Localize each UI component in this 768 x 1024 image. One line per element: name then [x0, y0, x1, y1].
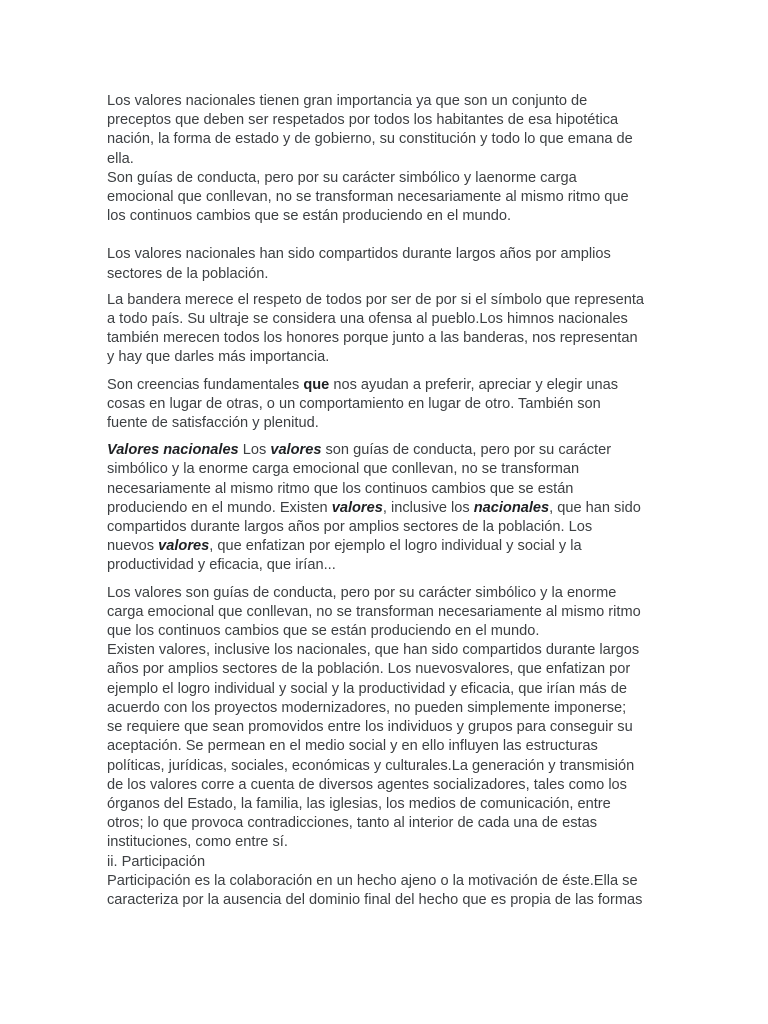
paragraph-4 — [107, 376, 667, 434]
paragraph-2: Los valores nacionales han sido compartidos durante largos años por amplios sectores de la población. — [107, 246, 611, 282]
paragraph-5-heading: Valores nacionales — [107, 442, 239, 459]
paragraph-6: Los valores son guías de conducta, pero por su carácter simbólico y la enorme carga emocional que conllevan, no se transforman necesariamente al mismo ritmo que los continuos cambios que se están produciendo en el mundo. Existen valores, inclusive los nacionales, que han sido compartidos durante largos años por amplios sectores de la población. Los nuevosvalores, que enfatizan por ejemplo el logro individual y social y la productividad y eficacia, que irían más de acuerdo con los proyectos modernizadores, no pueden simplemente imponerse; se requiere que sean promovidos entre los individuos y grupos para conseguir su aceptación. Se permean en el medio social y en ello influyen las estructuras políticas, jurídicas, sociales, económicas y culturales.La generación y transmisión de los valores corre a cuenta de diversos agentes socializadores, tales como los órganos del Estado, la familia, las iglesias, los medios de comunicación, entre otros; lo que provoca contradicciones, tanto al interior de cada una de estas instituciones, como entre sí. ii. Participación Participación es la colaboración en un hecho ajeno o la motivación de éste.Ella se caracteriza por la ausencia del dominio final del hecho que es propia de las formas — [107, 584, 643, 908]
paragraph-5 — [107, 441, 667, 575]
paragraph-4-text-b: nos ayudan a preferir, apreciar y elegir unas cosas en lugar de otras, o un comportamiento en lugar de otro. También son fuente de satisfacción y plenitud. — [107, 376, 619, 432]
paragraph-5-text-4: , que han sido compartidos durante largos años por amplios sectores de la población. Los nuevos — [107, 499, 641, 555]
paragraph-5-emphasis-1: valores — [270, 442, 322, 459]
paragraph-4-text-a: Son creencias fundamentales — [107, 376, 304, 393]
paragraph-4-bold-que: que — [303, 376, 330, 393]
paragraph-5-emphasis-3: nacionales — [473, 499, 550, 516]
paragraph-5-text-3: , inclusive los — [382, 499, 474, 516]
paragraph-5-text-2: son guías de conducta, pero por su carácter simbólico y la enorme carga emocional que conllevan, no se transforman necesariamente al mismo ritmo que los continuos cambios que se están produciendo en el mundo. Existen — [107, 442, 612, 516]
paragraph-5-text-1: Los — [238, 442, 271, 459]
paragraph-3: La bandera merece el respeto de todos por ser de por si el símbolo que representa a todo país. Su ultraje se considera una ofensa al pueblo.Los himnos nacionales también merecen todos los honores porque junto a las banderas, nos representan y hay que darles más importancia. — [107, 291, 645, 366]
document-body — [107, 92, 667, 910]
paragraph-1: Los valores nacionales tienen gran importancia ya que son un conjunto de preceptos que deben ser respetados por todos los habitantes de esa hipotética nación, la forma de estado y de gobierno, su constitución y todo lo que emana de ella. Son guías de conducta, pero por su carácter simbólico y laenorme carga emocional que conllevan, no se transforman necesariamente al mismo ritmo que los continuos cambios que se están produciendo en el mundo. — [107, 93, 633, 225]
paragraph-5-text-5: , que enfatizan por ejemplo el logro individual y social y la productividad y eficacia, que irían... — [107, 538, 582, 574]
paragraph-5-emphasis-4: valores — [158, 538, 210, 555]
paragraph-5-emphasis-2: valores — [331, 499, 383, 516]
